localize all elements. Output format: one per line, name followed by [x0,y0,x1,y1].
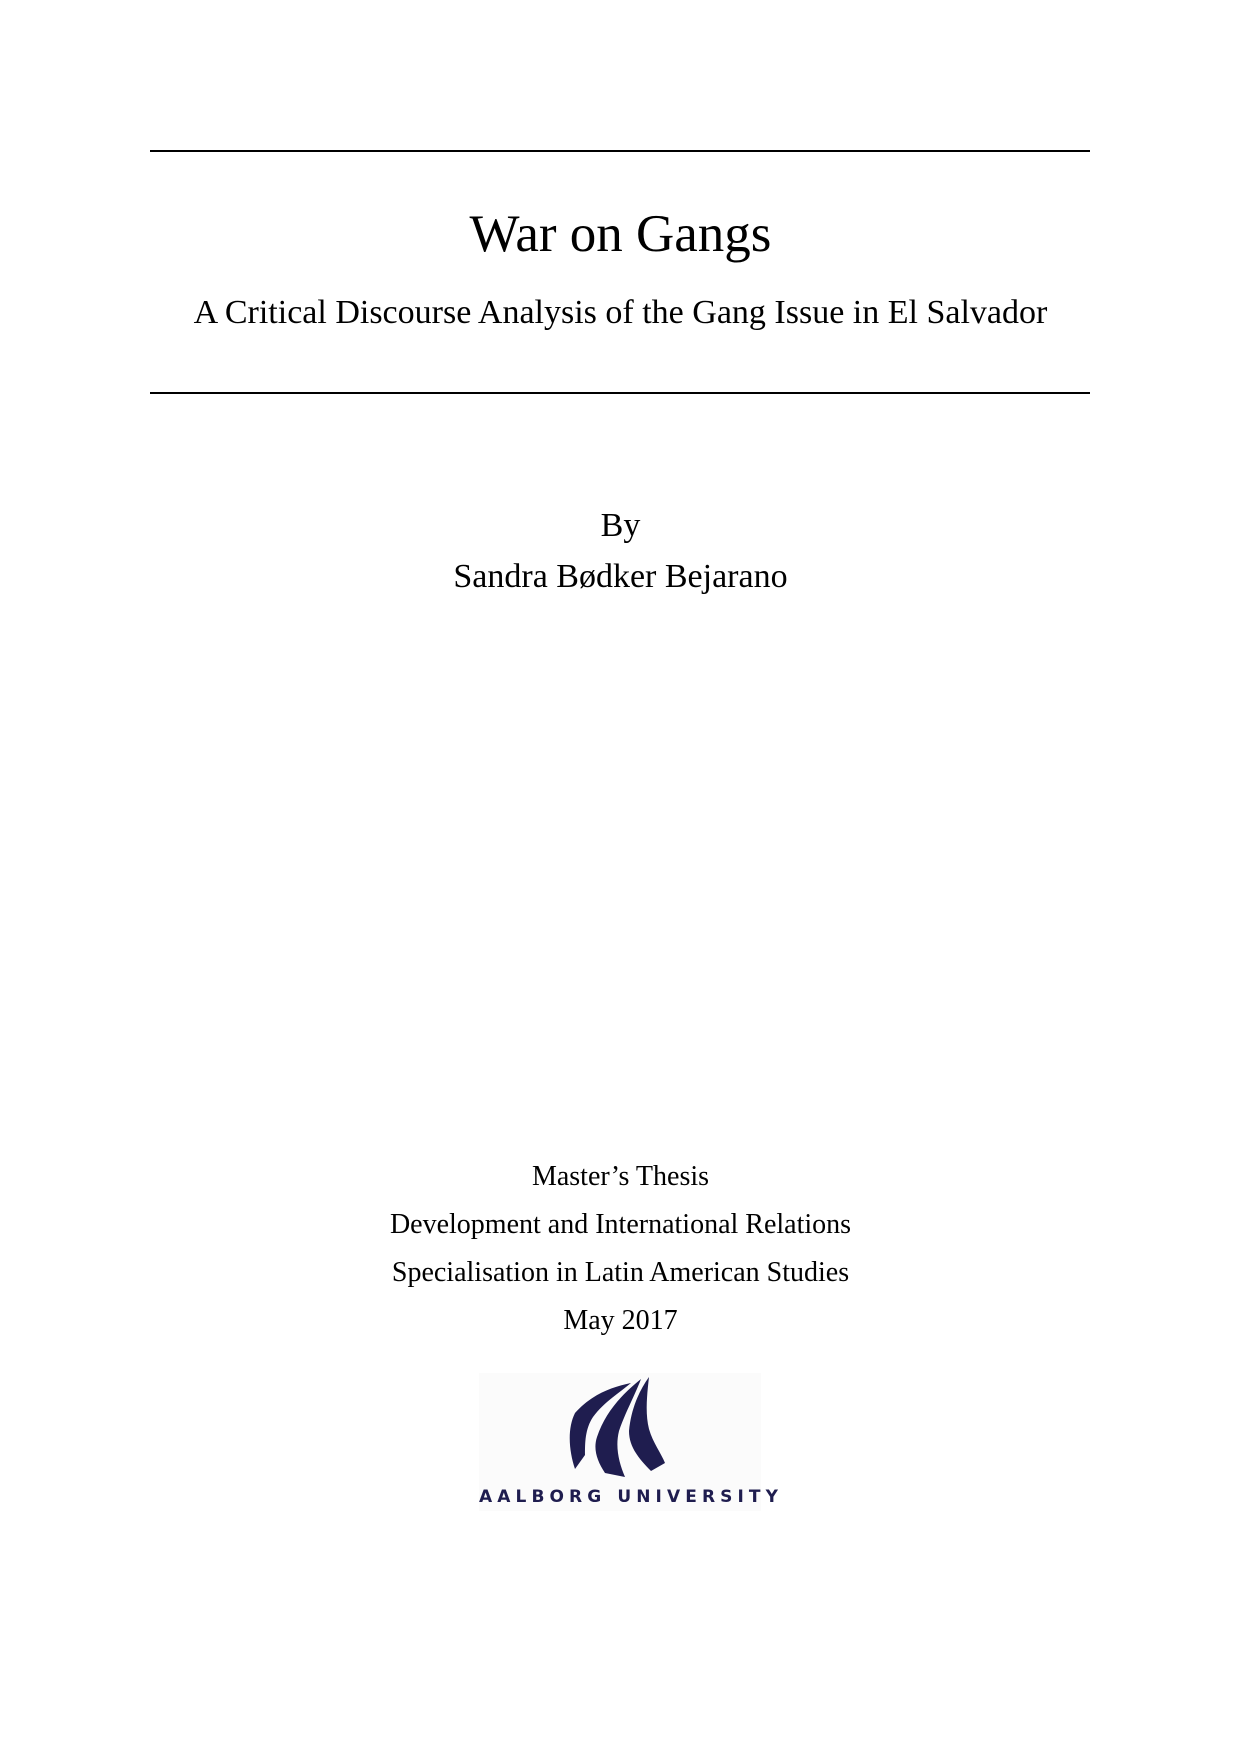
by-label: By [600,507,641,544]
top-rule [150,150,1090,152]
thesis-title: War on Gangs [469,205,772,263]
aalborg-wave-icon [479,1373,761,1483]
thesis-subtitle: A Critical Discourse Analysis of the Gang Issue in El Salvador [193,294,1048,331]
specialisation-label: Specialisation in Latin American Studies [391,1257,850,1288]
degree-label: Master’s Thesis [531,1161,710,1192]
university-logo [479,1373,784,1511]
logo-wordmark: AALBORG UNIVERSITY [479,1487,784,1507]
date-label: May 2017 [563,1305,678,1336]
programme-label: Development and International Relations [389,1209,852,1240]
bottom-rule [150,392,1090,394]
author-name: Sandra Bødker Bejarano [453,558,788,595]
